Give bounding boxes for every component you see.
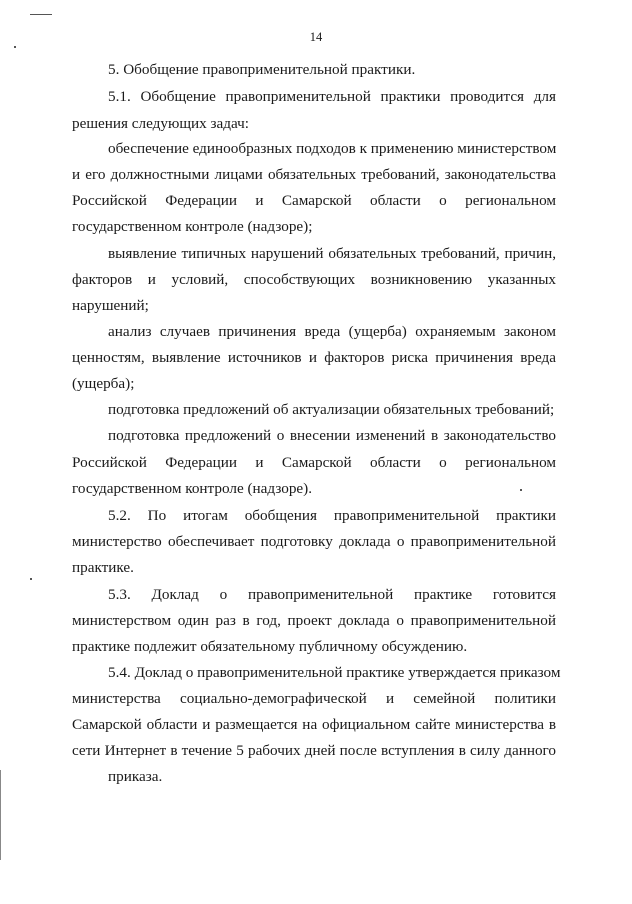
- paragraph-line: нарушений;: [72, 297, 149, 314]
- paragraph-line: (ущерба);: [72, 375, 135, 392]
- paragraph-line: министерства социально-демографической и семейной политики: [72, 690, 556, 707]
- paragraph-line: подготовка предложений о внесении изменений в законодательство: [108, 427, 556, 444]
- section-heading: 5. Обобщение правоприменительной практики.: [108, 61, 416, 78]
- paragraph-line: Российской Федерации и Самарской области о региональном: [72, 454, 556, 471]
- paragraph-line: сети Интернет в течение 5 рабочих дней после вступления в силу данного: [72, 742, 556, 759]
- page-number: 14: [309, 30, 323, 44]
- paragraph-line: министерством один раз в год, проект доклада о правоприменительной: [72, 612, 556, 629]
- paragraph-line: обеспечение единообразных подходов к применению министерством: [108, 140, 557, 157]
- paragraph-line: и его должностными лицами обязательных требований, законодательства: [72, 166, 556, 183]
- scan-mark-top-left: [30, 14, 52, 15]
- paragraph-line: 5.4. Доклад о правоприменительной практике утверждается приказом: [108, 664, 561, 681]
- paragraph-line: приказа.: [108, 768, 163, 785]
- paragraph-line: государственном контроле (надзоре);: [72, 218, 313, 235]
- paragraph-line: выявление типичных нарушений обязательных требований, причин,: [108, 245, 556, 262]
- paragraph-line: практике.: [72, 559, 134, 576]
- paragraph-line: анализ случаев причинения вреда (ущерба) охраняемым законом: [108, 323, 556, 340]
- paragraph-line: 5.3. Доклад о правоприменительной практике готовится: [108, 586, 556, 603]
- paragraph-line: 5.2. По итогам обобщения правоприменительной практики: [108, 507, 556, 524]
- paragraph-line: ценностям, выявление источников и факторов риска причинения вреда: [72, 349, 556, 366]
- paragraph-line: практике подлежит обязательному публичному обсуждению.: [72, 638, 468, 655]
- paragraph-line: подготовка предложений об актуализации обязательных требований;: [108, 401, 555, 418]
- paragraph-line: государственном контроле (надзоре).: [72, 480, 313, 497]
- paragraph-line: решения следующих задач:: [72, 115, 250, 132]
- paragraph-line: факторов и условий, способствующих возникновению указанных: [72, 271, 556, 288]
- scan-mark-left-margin-line: [0, 770, 1, 860]
- paragraph-line: 5.1. Обобщение правоприменительной практики проводится для: [108, 88, 556, 105]
- scan-mark-left-mid: [30, 578, 32, 580]
- paragraph-line: Российской Федерации и Самарской области о региональном: [72, 192, 556, 209]
- scan-mark-right: [520, 489, 522, 491]
- scan-mark-left-edge: [14, 46, 16, 48]
- paragraph-line: министерство обеспечивает подготовку доклада о правоприменительной: [72, 533, 556, 550]
- paragraph-line: Самарской области и размещается на официальном сайте министерства в: [72, 716, 556, 733]
